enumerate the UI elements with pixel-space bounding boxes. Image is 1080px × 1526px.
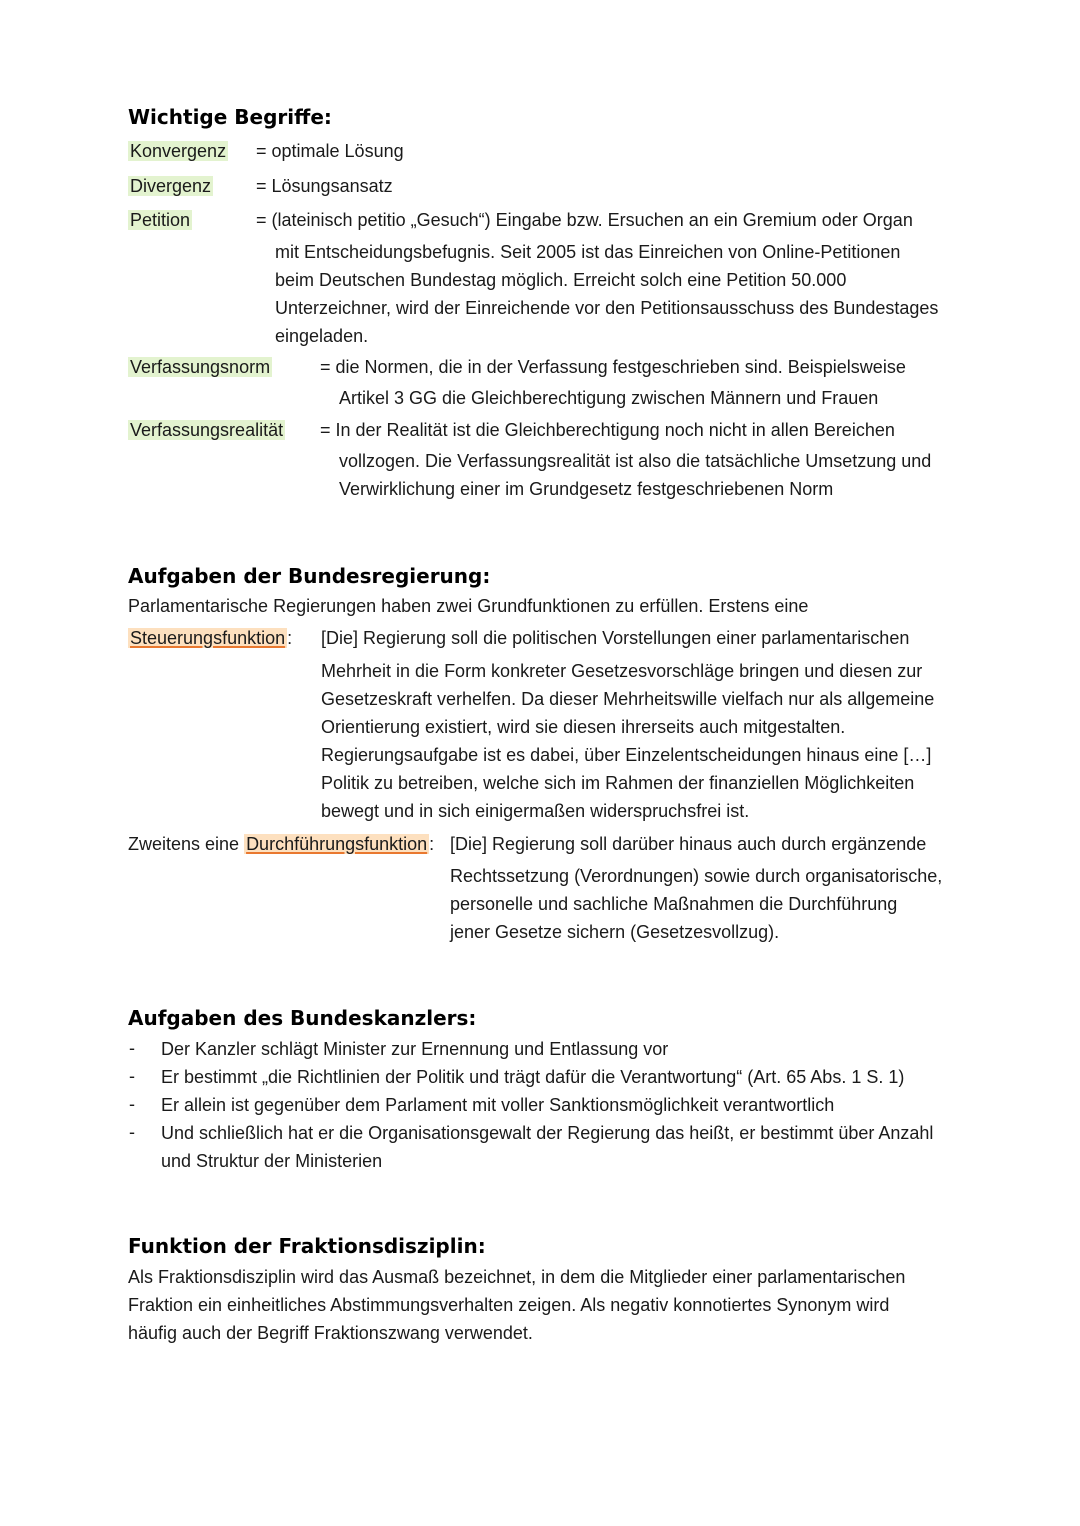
bullet-dash: - xyxy=(129,1122,135,1142)
bullet-dash: - xyxy=(129,1038,135,1058)
def-steuerung-cont xyxy=(321,657,934,825)
def-verfassungsrealitaet-line: vollzogen. Die Verfassungsrealität ist also die tatsächliche Umsetzung und xyxy=(339,451,932,471)
term-petition: Petition xyxy=(130,210,191,230)
def-steuerung-line: Gesetzeskraft verhelfen. Da dieser Mehrheitswille vielfach nur als allgemeine xyxy=(321,689,935,709)
def-petition-line: eingeladen. xyxy=(275,326,369,346)
section-heading-begriffe: Wichtige Begriffe: xyxy=(128,105,332,129)
term-steuerungsfunktion: Steuerungsfunktion : xyxy=(130,628,293,648)
section-heading-regierung: Aufgaben der Bundesregierung: xyxy=(128,564,491,588)
regierung-intro: Parlamentarische Regierungen haben zwei Grundfunktionen zu erfüllen. Erstens eine xyxy=(128,596,809,616)
fraktion-line: häufig auch der Begriff Fraktionszwang verwendet. xyxy=(128,1323,533,1343)
def-steuerung-line: [Die] Regierung soll die politischen Vorstellungen einer parlamentarischen xyxy=(321,628,910,648)
term-divergenz: Divergenz xyxy=(130,176,212,196)
def-durchfuehrung-cont xyxy=(450,862,942,946)
kanzler-item: Er allein ist gegenüber dem Parlament mit voller Sanktionsmöglichkeit verantwortlich xyxy=(161,1095,835,1115)
kanzler-item-cont: und Struktur der Ministerien xyxy=(161,1151,383,1171)
def-steuerung-line: bewegt und in sich einigermaßen widerspruchsfrei ist. xyxy=(321,801,750,821)
def-konvergenz: = optimale Lösung xyxy=(256,141,404,161)
kanzler-item: Und schließlich hat er die Organisationsgewalt der Regierung das heißt, er bestimmt über Anzahl xyxy=(161,1123,934,1143)
kanzler-item: Er bestimmt „die Richtlinien der Politik und trägt dafür die Verantwortung“ (Art. 65 Abs. 1 S. 1) xyxy=(161,1067,905,1087)
def-divergenz: = Lösungsansatz xyxy=(256,176,393,196)
section-heading-kanzler: Aufgaben des Bundeskanzlers: xyxy=(128,1006,477,1030)
term-verfassungsrealitaet: Verfassungsrealität xyxy=(130,420,284,440)
term-konvergenz: Konvergenz xyxy=(130,141,227,161)
kanzler-item: Der Kanzler schlägt Minister zur Ernennung und Entlassung vor xyxy=(161,1039,669,1059)
term-verfassungsnorm: Verfassungsnorm xyxy=(130,357,271,377)
def-petition-cont xyxy=(275,238,938,350)
def-steuerung-line: Regierungsaufgabe ist es dabei, über Einzelentscheidungen hinaus eine […] xyxy=(321,745,932,765)
def-verfassungsnorm-line: Artikel 3 GG die Gleichberechtigung zwischen Männern und Frauen xyxy=(339,388,879,408)
def-durchfuehrung-line: jener Gesetze sichern (Gesetzesvollzug). xyxy=(450,922,780,942)
fraktion-line: Fraktion ein einheitliches Abstimmungsverhalten zeigen. Als negativ konnotiertes Synonym wird xyxy=(128,1295,890,1315)
def-petition-line: = (lateinisch petitio „Gesuch“) Eingabe bzw. Ersuchen an ein Gremium oder Organ xyxy=(256,210,913,230)
fraktion-line: Als Fraktionsdisziplin wird das Ausmaß bezeichnet, in dem die Mitglieder einer parlamentarischen xyxy=(128,1267,906,1287)
def-verfassungsrealitaet-line: = In der Realität ist die Gleichberechtigung noch nicht in allen Bereichen xyxy=(320,420,895,440)
def-durchfuehrung-line: personelle und sachliche Maßnahmen die Durchführung xyxy=(450,894,898,914)
section-heading-fraktion: Funktion der Fraktionsdisziplin: xyxy=(128,1234,486,1258)
def-steuerung-line: Orientierung existiert, wird sie diesen ihrerseits auch mitgestalten. xyxy=(321,717,846,737)
fraktion-paragraph xyxy=(128,1263,905,1347)
def-verfassungsrealitaet-line: Verwirklichung einer im Grundgesetz festgeschriebenen Norm xyxy=(339,479,834,499)
def-steuerung-line: Politik zu betreiben, welche sich im Rahmen der finanziellen Möglichkeiten xyxy=(321,773,915,793)
def-durchfuehrung-line: Rechtssetzung (Verordnungen) sowie durch organisatorische, xyxy=(450,866,943,886)
term-durchfuehrungsfunktion: Zweitens eine Durchführungsfunktion : xyxy=(128,834,435,854)
def-petition-line: mit Entscheidungsbefugnis. Seit 2005 ist das Einreichen von Online-Petitionen xyxy=(275,242,901,262)
bullet-dash: - xyxy=(129,1094,135,1114)
def-durchfuehrung-line: [Die] Regierung soll darüber hinaus auch durch ergänzende xyxy=(450,834,927,854)
def-verfassungsrealitaet-cont xyxy=(339,447,931,503)
bullet-dash: - xyxy=(129,1066,135,1086)
def-petition-line: beim Deutschen Bundestag möglich. Erreicht solch eine Petition 50.000 xyxy=(275,270,847,290)
def-verfassungsnorm-line: = die Normen, die in der Verfassung festgeschrieben sind. Beispielsweise xyxy=(320,357,906,377)
def-steuerung-line: Mehrheit in die Form konkreter Gesetzesvorschläge bringen und diesen zur xyxy=(321,661,923,681)
def-petition-line: Unterzeichner, wird der Einreichende vor den Petitionsausschuss des Bundestages xyxy=(275,298,939,318)
